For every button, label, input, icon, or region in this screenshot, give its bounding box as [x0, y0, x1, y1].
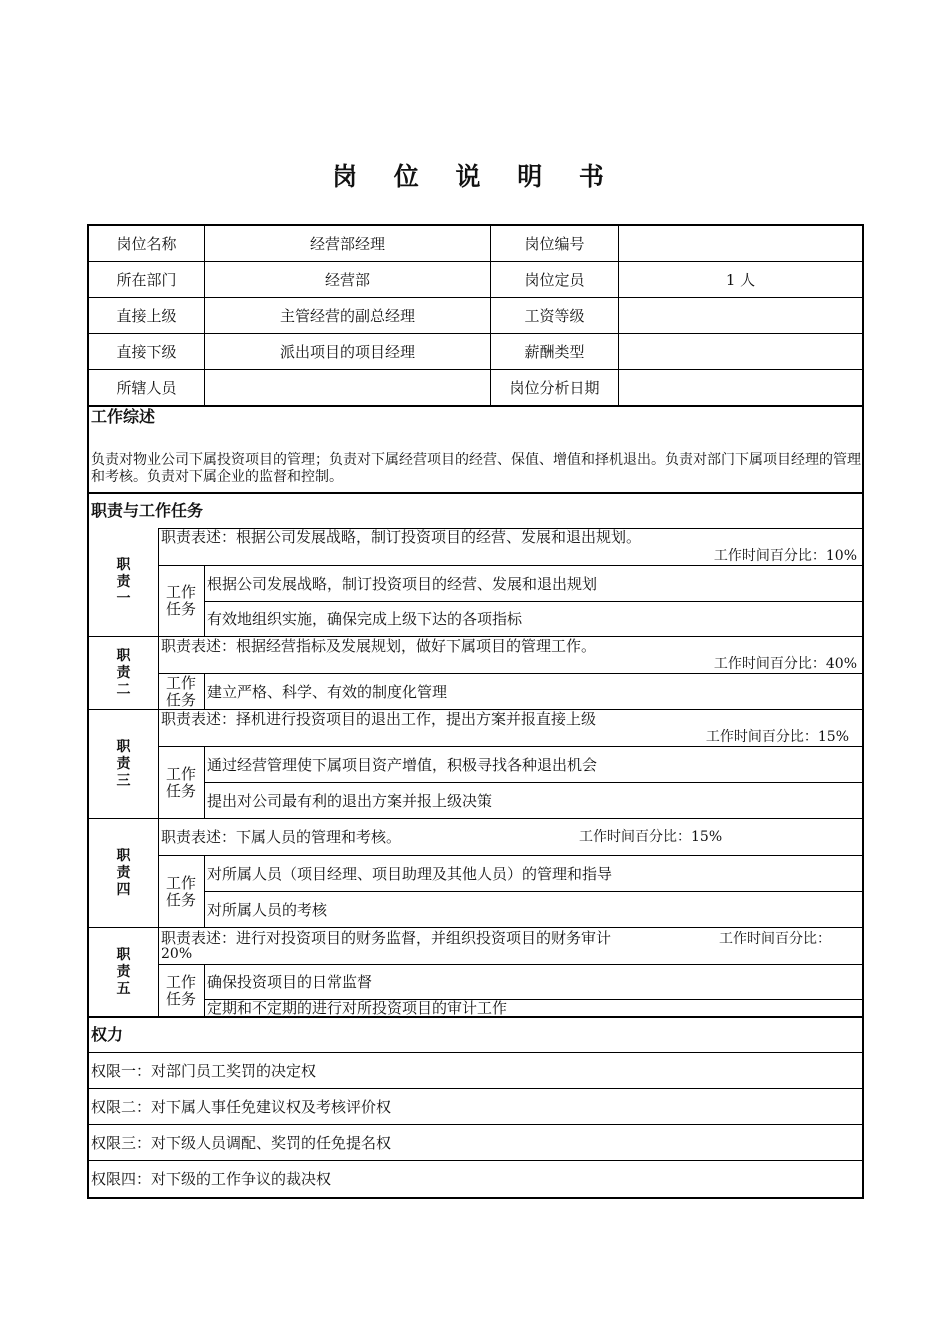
job-description-table [87, 224, 864, 1199]
duty-3-percent: 工作时间百分比：15% [705, 729, 849, 745]
duty-5-percent-label: 工作时间百分比： [719, 931, 831, 947]
duty-4-label: 职责四 [116, 847, 131, 898]
duty-5-task-label-cell [158, 965, 204, 1016]
duty-1-percent: 工作时间百分比：10% [713, 548, 857, 564]
label-direct-superior: 直接上级 [116, 307, 177, 325]
label-analysis-date: 岗位分析日期 [509, 379, 600, 397]
duty-2-label: 职责二 [116, 647, 131, 698]
duty-4-statement: 职责表述：下属人员的管理和考核。 [161, 828, 402, 846]
label-position-code: 岗位编号 [524, 235, 585, 253]
label-direct-subordinate: 直接下级 [116, 343, 177, 361]
value-staff [205, 370, 490, 406]
duty-1-label-cell [89, 529, 158, 636]
duty-4-label-cell [89, 819, 158, 927]
duty-5-statement: 职责表述：进行对投资项目的财务监督，并组织投资项目的财务审计 [161, 929, 612, 947]
duty-2-task-label: 工作任务 [165, 673, 196, 709]
document-title: 岗 位 说 明 书 [332, 162, 618, 191]
value-department: 经营部 [324, 271, 370, 289]
power-item-2: 权限二：对下属人事任免建议权及考核评价权 [91, 1097, 392, 1116]
duty-2-percent: 工作时间百分比：40% [713, 656, 857, 672]
duty-1-label: 职责一 [116, 557, 131, 607]
duty-2-task-label-cell [158, 674, 204, 709]
duty-4-task-label-cell [158, 856, 204, 927]
powers-heading: 权力 [91, 1025, 124, 1044]
duty-5-percent-value: 20% [161, 946, 193, 962]
duty-4-task-1: 对所属人员（项目经理、项目助理及其他人员）的管理和指导 [207, 864, 613, 883]
label-position-name: 岗位名称 [116, 235, 177, 253]
duty-5-label: 职责五 [116, 946, 131, 997]
power-item-4: 权限四：对下级的工作争议的裁决权 [91, 1169, 332, 1188]
duty-1-task-label: 工作任务 [165, 583, 196, 618]
duty-3-task-1: 通过经营管理使下属项目资产增值，积极寻找各种退出机会 [207, 755, 598, 774]
label-headcount: 岗位定员 [524, 271, 585, 289]
duty-2-task-1: 建立严格、科学、有效的制度化管理 [207, 682, 448, 701]
value-analysis-date [619, 370, 862, 406]
duty-3-label-cell [89, 710, 158, 818]
label-salary-grade: 工资等级 [524, 307, 585, 325]
label-department: 所在部门 [116, 271, 177, 289]
duty-2-label-cell [89, 637, 158, 709]
summary-heading: 工作综述 [91, 407, 156, 426]
value-pay-type [619, 334, 862, 370]
value-direct-subordinate: 派出项目的项目经理 [279, 343, 415, 361]
value-position-code [619, 226, 862, 262]
duty-5-task-2: 定期和不定期的进行对所投资项目的审计工作 [207, 999, 508, 1017]
duty-5-label-cell [89, 928, 158, 1016]
duty-3-task-label: 工作任务 [165, 764, 196, 800]
value-position-name: 经营部经理 [309, 235, 385, 253]
duty-3-task-2: 提出对公司最有利的退出方案并报上级决策 [207, 791, 493, 810]
label-pay-type: 薪酬类型 [524, 343, 585, 361]
duty-5-task-1: 确保投资项目的日常监督 [207, 973, 373, 991]
value-headcount: 1 人 [725, 271, 756, 289]
duty-2-statement: 职责表述：根据经营指标及发展规划，做好下属项目的管理工作。 [161, 637, 597, 655]
duty-3-label: 职责三 [116, 738, 131, 789]
duty-3-task-label-cell [158, 747, 204, 818]
summary-text: 负责对物业公司下属投资项目的管理；负责对下属经营项目的经营、保值、增值和择机退出。负责对部门下属项目经理的管理和考核。负责对下属企业的监督和控制。 [91, 452, 861, 485]
power-item-3: 权限三：对下级人员调配、奖罚的任免提名权 [91, 1133, 392, 1152]
duty-5-task-label: 工作任务 [165, 972, 196, 1008]
duty-4-task-2: 对所属人员的考核 [207, 900, 328, 919]
duty-4-task-label: 工作任务 [165, 873, 196, 909]
duties-heading: 职责与工作任务 [91, 501, 204, 520]
value-salary-grade [619, 298, 862, 334]
label-staff: 所辖人员 [116, 379, 177, 397]
duty-3-statement: 职责表述：择机进行投资项目的退出工作，提出方案并报直接上级 [161, 710, 597, 728]
duty-1-task-1: 根据公司发展战略，制订投资项目的经营、发展和退出规划 [207, 574, 598, 593]
value-direct-superior: 主管经营的副总经理 [279, 307, 415, 325]
duty-1-statement: 职责表述：根据公司发展战略，制订投资项目的经营、发展和退出规划。 [161, 528, 642, 546]
duty-1-task-2: 有效地组织实施，确保完成上级下达的各项指标 [207, 610, 523, 628]
power-item-1: 权限一：对部门员工奖罚的决定权 [91, 1061, 317, 1080]
duty-1-task-label-cell [158, 566, 204, 636]
duty-4-percent: 工作时间百分比：15% [579, 829, 723, 845]
